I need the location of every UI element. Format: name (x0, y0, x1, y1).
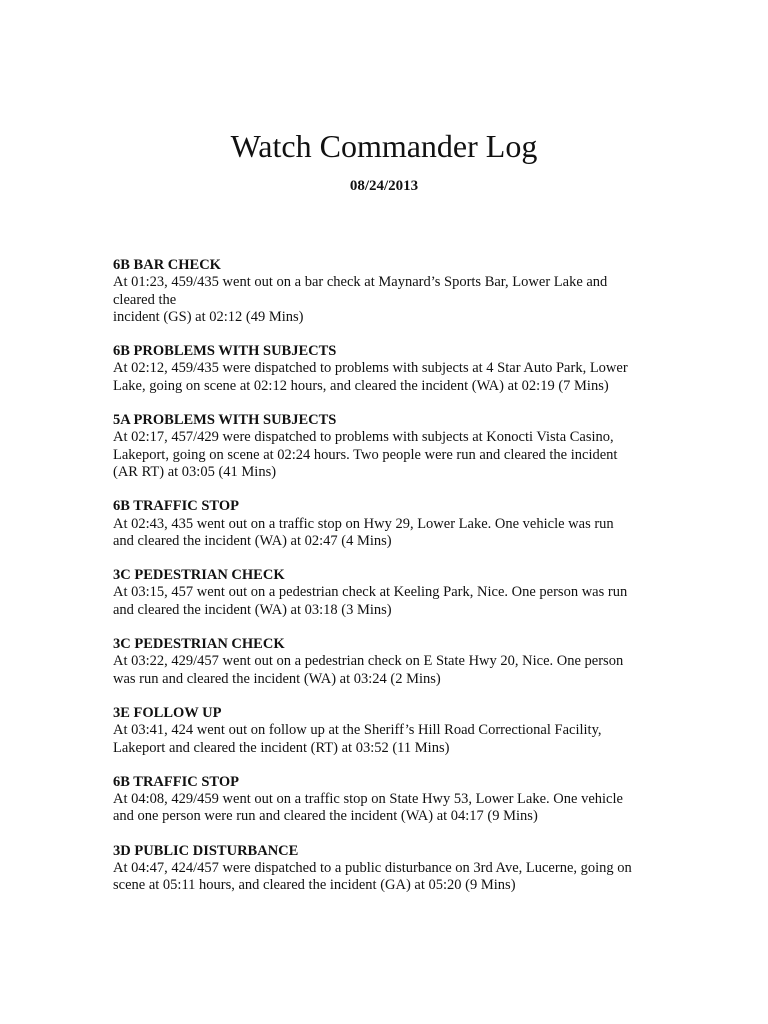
log-entry-line: At 01:23, 459/435 went out on a bar check at Maynard’s Sports Bar, Lower Lake and (113, 274, 608, 291)
log-entry-line: Lakeport and cleared the incident (RT) at 03:52 (11 Mins) (113, 739, 450, 756)
log-entry-heading: 6B TRAFFIC STOP (113, 773, 239, 790)
log-entry-heading: 5A PROBLEMS WITH SUBJECTS (113, 412, 337, 429)
log-entry-line: cleared the (113, 291, 177, 308)
log-entry (113, 498, 661, 550)
log-entry-heading: 3E FOLLOW UP (113, 704, 222, 721)
log-entry-body (113, 274, 661, 326)
log-entry-body (113, 653, 661, 688)
log-entry-body (113, 429, 661, 481)
log-entry-heading: 3C PEDESTRIAN CHECK (113, 567, 285, 584)
log-entry-line: (AR RT) at 03:05 (41 Mins) (113, 463, 277, 480)
log-entry-heading: 6B TRAFFIC STOP (113, 498, 239, 515)
log-entry (113, 567, 661, 619)
log-entry (113, 843, 661, 895)
log-entry-line: Lake, going on scene at 02:12 hours, and cleared the incident (WA) at 02:19 (7 Mins) (113, 377, 609, 394)
log-entry-line: At 03:15, 457 went out on a pedestrian check at Keeling Park, Nice. One person was run (113, 584, 628, 601)
log-entry-line: At 03:41, 424 went out on follow up at the Sheriff’s Hill Road Correctional Facility, (113, 722, 602, 739)
log-entry-body (113, 791, 661, 826)
log-entry-body (113, 722, 661, 757)
log-entry-line: At 03:22, 429/457 went out on a pedestrian check on E State Hwy 20, Nice. One person (113, 653, 624, 670)
log-entry (113, 257, 661, 326)
log-entry-body (113, 360, 661, 395)
log-entry (113, 343, 661, 395)
log-entry-line: At 04:47, 424/457 were dispatched to a public disturbance on 3rd Ave, Lucerne, going on (113, 860, 632, 877)
log-entry (113, 412, 661, 481)
log-entry (113, 774, 661, 826)
log-entry-line: At 02:43, 435 went out on a traffic stop on Hwy 29, Lower Lake. One vehicle was run (113, 515, 614, 532)
log-entry-line: Lakeport, going on scene at 02:24 hours. Two people were run and cleared the incident (113, 446, 618, 463)
log-entry-line: and one person were run and cleared the incident (WA) at 04:17 (9 Mins) (113, 808, 538, 825)
log-entry-body (113, 860, 661, 895)
log-entry-heading: 6B PROBLEMS WITH SUBJECTS (113, 343, 337, 360)
log-entries (113, 257, 661, 912)
log-entry-line: incident (GS) at 02:12 (49 Mins) (113, 308, 304, 325)
log-entry-line: and cleared the incident (WA) at 02:47 (4 Mins) (113, 532, 392, 549)
log-entry-line: and cleared the incident (WA) at 03:18 (3 Mins) (113, 601, 392, 618)
log-entry-body (113, 584, 661, 619)
log-entry-body (113, 516, 661, 551)
log-entry-line: At 02:12, 459/435 were dispatched to problems with subjects at 4 Star Auto Park, Lower (113, 360, 628, 377)
log-entry-line: was run and cleared the incident (WA) at 03:24 (2 Mins) (113, 670, 441, 687)
log-entry-line: At 04:08, 429/459 went out on a traffic stop on State Hwy 53, Lower Lake. One vehicle (113, 791, 623, 808)
log-entry (113, 636, 661, 688)
log-entry-line: At 02:17, 457/429 were dispatched to problems with subjects at Konocti Vista Casino, (113, 429, 614, 446)
log-entry (113, 705, 661, 757)
log-entry-heading: 3C PEDESTRIAN CHECK (113, 636, 285, 653)
document-title: Watch Commander Log (230, 128, 538, 164)
log-entry-line: scene at 05:11 hours, and cleared the incident (GA) at 05:20 (9 Mins) (113, 877, 516, 894)
log-entry-heading: 6B BAR CHECK (113, 257, 221, 273)
log-entry-heading: 3D PUBLIC DISTURBANCE (113, 842, 299, 859)
document-date: 08/24/2013 (349, 178, 419, 194)
